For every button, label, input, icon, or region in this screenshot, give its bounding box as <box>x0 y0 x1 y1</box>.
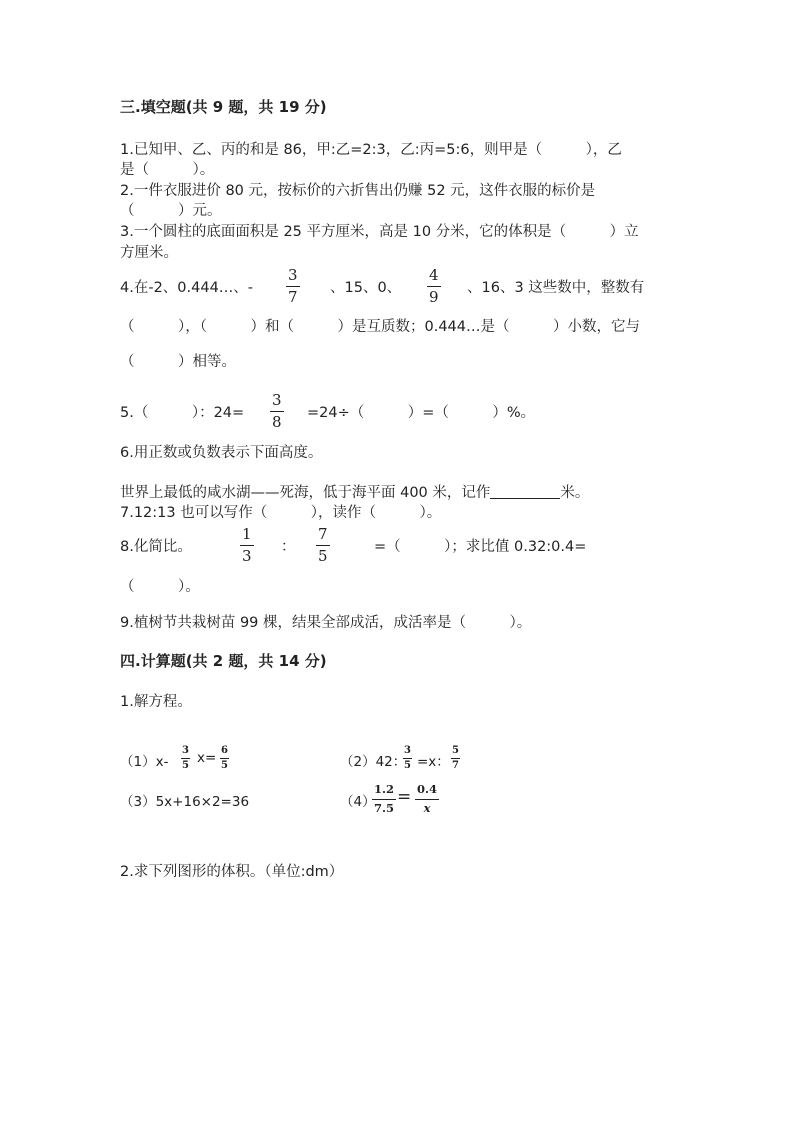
question-3-line-1: 3.一个圆柱的底面面积是 25 平方厘米，高是 10 分米，它的体积是（ ）立 <box>120 224 639 240</box>
fraction-denominator: 5 <box>318 547 328 565</box>
question-2-line-2: （ ）元。 <box>120 203 222 219</box>
fraction-numerator: 5 <box>452 745 459 756</box>
question-4-text-c: 、16、3 这些数中，整数有 <box>467 280 645 296</box>
fraction-denominator: 5 <box>404 760 411 771</box>
fraction-denominator: 5 <box>182 760 189 771</box>
question-8-fraction-1 <box>240 527 254 564</box>
question-5-text-a: 5.（ ）：24= <box>120 405 245 421</box>
equation-4-equals: = <box>397 787 412 807</box>
equation-4-fraction-1 <box>372 784 396 814</box>
question-4-fraction-2 <box>427 268 441 305</box>
question-6-text: 世界上最低的咸水湖——死海，低于海平面 400 米，记作 <box>120 485 491 501</box>
equation-2-text-b: =x： <box>417 754 450 770</box>
fraction-denominator: 9 <box>429 288 439 306</box>
equation-2-fraction-2 <box>451 746 460 771</box>
equation-1-fraction-1 <box>181 746 190 771</box>
question-3-line-2: 方厘米。 <box>120 245 178 261</box>
equation-4-fraction-2 <box>415 784 439 814</box>
equation-1-fraction-2 <box>220 746 229 771</box>
question-1-line-1: 1.已知甲、乙、丙的和是 86，甲:乙=2:3，乙:丙=5:6，则甲是（ ），乙 <box>120 142 622 158</box>
fraction-denominator: 7 <box>452 760 459 771</box>
fraction-denominator: 5 <box>221 760 228 771</box>
fraction-denominator: 8 <box>272 413 282 431</box>
calc-question-2: 2.求下列图形的体积。（单位:dm） <box>120 864 344 880</box>
fraction-numerator: 3 <box>272 391 282 409</box>
question-4-line-3: （ ）相等。 <box>120 354 236 370</box>
answer-blank-line <box>490 484 560 499</box>
fraction-numerator: 1 <box>242 525 252 543</box>
fraction-numerator: 7 <box>318 525 328 543</box>
question-6-line-1: 6.用正数或负数表示下面高度。 <box>120 445 323 461</box>
question-8-text-b: =（ ）；求比值 0.32:0.4= <box>374 539 587 555</box>
calc-question-1: 1.解方程。 <box>120 694 192 710</box>
question-9: 9.植树节共栽树苗 99 棵，结果全部成活，成活率是（ ）。 <box>120 615 532 631</box>
question-2-line-1: 2.一件衣服进价 80 元，按标价的六折售出仍赚 52 元，这件衣服的标价是 <box>120 183 596 199</box>
fraction-numerator: 1.2 <box>374 782 395 796</box>
question-1-line-2: 是（ ）。 <box>120 162 215 178</box>
question-4-text-a: 4.在-2、0.444…、- <box>120 280 254 296</box>
equation-4-text-a: （4） <box>340 794 376 810</box>
question-8-line-2: （ ）。 <box>120 579 200 595</box>
section-title-fill-blank: 三.填空题(共 9 题，共 19 分) <box>120 98 327 116</box>
fraction-numerator: 3 <box>182 745 189 756</box>
question-5-text-b: =24÷（ ）=（ ）%。 <box>307 405 536 421</box>
equation-2-text-a: （2）42： <box>340 754 407 770</box>
fraction-numerator: 6 <box>221 745 228 756</box>
fraction-denominator: x <box>423 800 431 815</box>
equation-1-text-b: x= <box>197 750 217 766</box>
section-title-calculation: 四.计算题(共 2 题，共 14 分) <box>120 652 327 670</box>
question-6-unit: 米。 <box>560 485 590 501</box>
equation-2-fraction-1 <box>403 746 412 771</box>
question-4-text-b: 、15、0、 <box>330 280 402 296</box>
question-6-line-2 <box>120 481 589 502</box>
equation-1-text-a: （1）x- <box>120 754 169 770</box>
question-4-line-2: （ ），（ ）和（ ）是互质数；0.444…是（ ）小数，它与 <box>120 319 641 335</box>
question-4-fraction-1 <box>286 268 300 305</box>
fraction-denominator: 3 <box>242 547 252 565</box>
fraction-denominator: 7.5 <box>374 800 395 815</box>
question-8-fraction-2 <box>316 527 330 564</box>
fraction-numerator: 0.4 <box>417 782 438 796</box>
question-7: 7.12:13 也可以写作（ ），读作（ ）。 <box>120 505 442 521</box>
question-5-fraction <box>270 393 284 430</box>
fraction-denominator: 7 <box>288 288 298 306</box>
fraction-numerator: 4 <box>429 266 439 284</box>
question-8-text-a: 8.化简比。 <box>120 539 192 555</box>
question-8-colon: ： <box>281 539 296 555</box>
equation-3: （3）5x+16×2=36 <box>120 794 250 810</box>
fraction-numerator: 3 <box>288 266 298 284</box>
fraction-numerator: 3 <box>404 745 411 756</box>
